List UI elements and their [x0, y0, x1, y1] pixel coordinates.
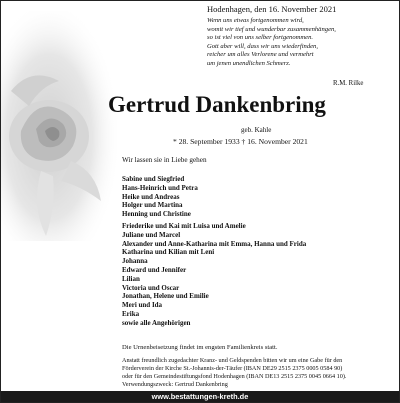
mourners-group-grandchildren — [122, 222, 306, 328]
mourner-name: Edward und Jennifer — [122, 265, 187, 274]
mourner-name: Lilian — [122, 274, 140, 283]
mourner-name: Victoria und Oscar — [122, 283, 180, 292]
donation-note — [122, 357, 346, 389]
poem — [207, 17, 336, 69]
mourner-name: Meri und Ida — [122, 301, 163, 310]
donation-line: Verwendungszweck: Gertrud Dankenbring — [122, 381, 228, 389]
donation-line: Förderverein der Kirche St.-Johannis-der-Täufer (IBAN DE29 2515 2375 0005 0584 90) — [122, 365, 343, 373]
mourner-name: Alexander und Anne-Katharina mit Emma, Hanna und Frida — [122, 239, 307, 248]
mourner-name: Holger und Martina — [122, 201, 183, 210]
mourners-group-children — [122, 175, 198, 219]
poem-line: womit wir tief und wunderbar zusammenhängen, — [207, 25, 336, 33]
mourners-intro: Wir lassen sie in Liebe gehen — [122, 156, 207, 164]
deceased-name: Gertrud Dankenbring — [108, 92, 326, 117]
poem-line: Wenn uns etwas fortgenommen wird, — [207, 17, 304, 24]
burial-note: Die Urnenbeisetzung findet im engsten Familienkreis statt. — [122, 344, 278, 351]
mourner-name: Sabine und Siegfried — [122, 175, 185, 183]
poem-author: R.M. Rilke — [333, 80, 364, 87]
mourner-name: Heike und Andreas — [122, 192, 180, 201]
mourner-name: sowie alle Angehörigen — [122, 318, 191, 327]
poem-line: reicher um alles Verlorene und vermehrt — [207, 51, 314, 59]
mourner-name: Henning und Christine — [122, 210, 191, 219]
footer-url: www.bestattungen-kreth.de — [1, 391, 399, 402]
mourner-name: Friederike und Kai mit Luisa und Amelie — [122, 222, 246, 230]
maiden-name: geb. Kahle — [241, 126, 272, 134]
poem-line: um jenen unendlichen Schmerz. — [207, 59, 291, 67]
mourner-name: Erika — [122, 309, 140, 318]
mourner-name: Johanna — [122, 257, 148, 266]
donation-line: Anstatt freundlich zugedachter Kranz- und Geldspenden bitten wir um eine Gabe für den — [122, 357, 343, 364]
mourner-name: Hans-Heinrich und Petra — [122, 183, 198, 192]
mourner-name: Juliane und Marcel — [122, 230, 181, 239]
mourner-name: Katharina und Kilian mit Leni — [122, 248, 215, 257]
life-dates: * 28. September 1933 † 16. November 2021 — [173, 137, 308, 146]
poem-line: Gott aber will, dass wir uns wiederfinden, — [207, 42, 318, 50]
place-date: Hodenhagen, den 16. November 2021 — [207, 4, 337, 14]
poem-line: so ist viel von uns selber fortgenommen. — [207, 34, 314, 42]
donation-line: oder für den Gemeindestiftungsfond Hodenhagen (IBAN DE13 2515 2375 0045 0664 10). — [122, 373, 347, 381]
mourner-name: Jonathan, Helene und Emilie — [122, 292, 209, 301]
rose-image — [1, 11, 121, 241]
